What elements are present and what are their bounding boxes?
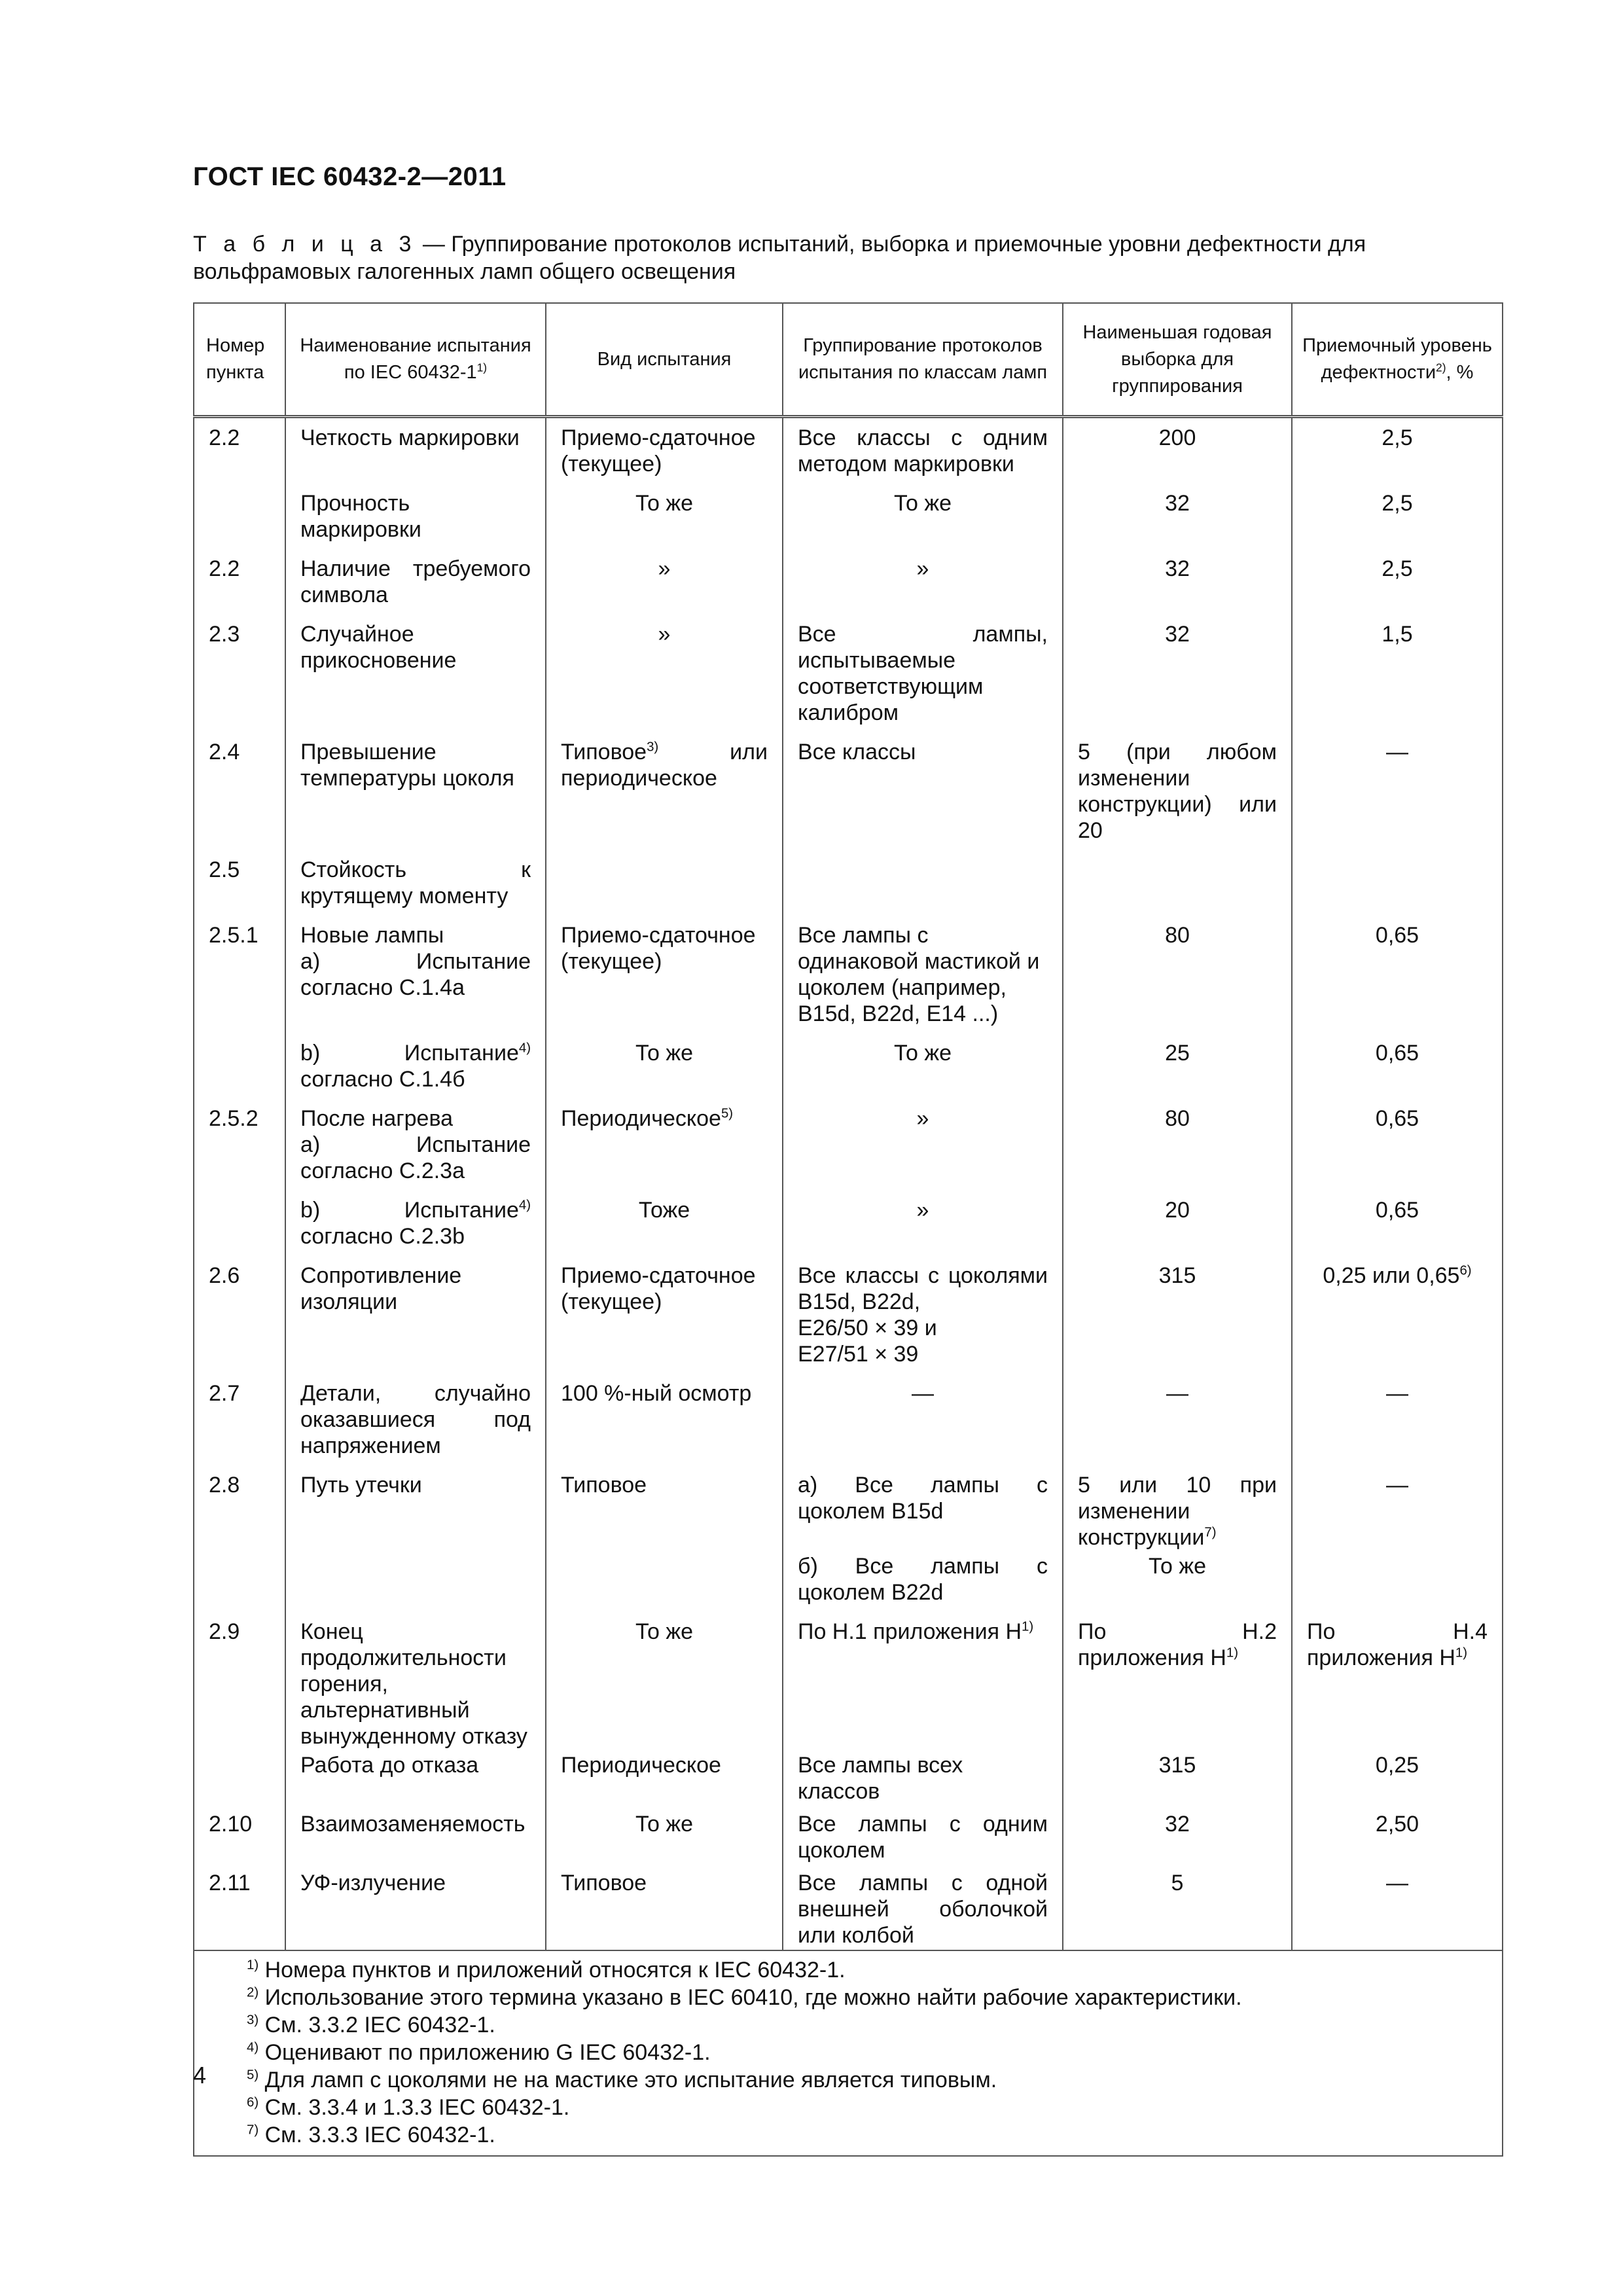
- cell-grouping: Все лампы с одной внешней оболочкой или колбой: [783, 1870, 1063, 1950]
- table-row: [194, 1380, 1503, 1472]
- cell-test-name: После нагрева a) Испытание согласно С.2.3а: [285, 1105, 546, 1197]
- cell-number: 2.8: [194, 1472, 285, 1553]
- cell-grouping: Все лампы с одинаковой мастикой и цоколем (например, B15d, B22d, E14 ...): [783, 922, 1063, 1040]
- table-row: [194, 1619, 1503, 1752]
- cell-grouping: Все лампы с одним цоколем: [783, 1811, 1063, 1870]
- cell-level: 2,5: [1292, 417, 1503, 491]
- cell-number: 2.11: [194, 1870, 285, 1950]
- cell-number: 2.4: [194, 739, 285, 857]
- cell-test-type: То же: [546, 490, 783, 556]
- cell-sample: 80: [1063, 922, 1292, 1040]
- test-grouping-table: [193, 302, 1503, 2157]
- cell-grouping: Все классы с одним методом маркировки: [783, 417, 1063, 491]
- cell-level: —: [1292, 1472, 1503, 1553]
- table-caption-text: — Группирование протоколов испытаний, выборка и приемочные уровни дефектности для вольфрамовых галогенных ламп общего освещения: [193, 232, 1366, 284]
- cell-test-name: Стойкость к крутящему моменту: [285, 857, 546, 922]
- cell-level: 1,5: [1292, 621, 1503, 739]
- cell-number: 2.2: [194, 556, 285, 621]
- cell-level: 2,50: [1292, 1811, 1503, 1870]
- footnotes-row: [194, 1950, 1503, 2156]
- table-row: [194, 1811, 1503, 1870]
- cell-number: 2.6: [194, 1263, 285, 1380]
- cell-test-type: [546, 1553, 783, 1619]
- table-row: [194, 1752, 1503, 1811]
- cell-grouping: [783, 857, 1063, 922]
- cell-test-name: Путь утечки: [285, 1472, 546, 1553]
- cell-level: [1292, 857, 1503, 922]
- cell-grouping: б) Все лампы с цоколем B22d: [783, 1553, 1063, 1619]
- cell-grouping: —: [783, 1380, 1063, 1472]
- cell-test-name: b) Испытание$^{4)}$ согласно С.2.3b: [285, 1197, 546, 1263]
- cell-sample: 5 (при любом изменении конструкции) или 20: [1063, 739, 1292, 857]
- table-caption-label: Т а б л и ц а 3: [193, 232, 417, 257]
- header-test-name: Наименование испытания по IEC 60432-1$^{1)}$: [285, 303, 546, 417]
- cell-test-type: Тоже: [546, 1197, 783, 1263]
- cell-sample: 80: [1063, 1105, 1292, 1197]
- cell-sample: То же: [1063, 1553, 1292, 1619]
- table-row: [194, 417, 1503, 491]
- header-sample: Наименьшая годовая выборка для группирования: [1063, 303, 1292, 417]
- table-row: [194, 739, 1503, 857]
- cell-level: —: [1292, 1870, 1503, 1950]
- cell-level: 0,65: [1292, 1197, 1503, 1263]
- cell-level: По H.4 приложения $H^{1)}$: [1292, 1619, 1503, 1752]
- table-caption: [193, 230, 1508, 285]
- cell-number: 2.5.1: [194, 922, 285, 1040]
- cell-test-name: Сопротивление изоляции: [285, 1263, 546, 1380]
- cell-number: [194, 1197, 285, 1263]
- cell-sample: 5 или 10 при изменении конструкции$^{7)}$: [1063, 1472, 1292, 1553]
- cell-sample: 32: [1063, 1811, 1292, 1870]
- cell-test-type: Периодическое$^{5)}$: [546, 1105, 783, 1197]
- footnote: $^{7)}$ См. 3.3.3 IEC 60432-1.: [247, 2123, 495, 2147]
- cell-level: 0,65: [1292, 922, 1503, 1040]
- cell-number: 2.9: [194, 1619, 285, 1752]
- cell-test-type: То же: [546, 1619, 783, 1752]
- cell-sample: 32: [1063, 621, 1292, 739]
- cell-grouping: По H.1 приложения $H^{1)}$: [783, 1619, 1063, 1752]
- cell-sample: —: [1063, 1380, 1292, 1472]
- cell-number: 2.2: [194, 417, 285, 491]
- header-item-number: Номер пункта: [194, 303, 285, 417]
- cell-test-type: Типовое: [546, 1472, 783, 1553]
- table-row: [194, 857, 1503, 922]
- cell-test-name: Взаимозаменяемость: [285, 1811, 546, 1870]
- cell-number: 2.5.2: [194, 1105, 285, 1197]
- cell-grouping: То же: [783, 1040, 1063, 1105]
- cell-sample: 32: [1063, 556, 1292, 621]
- table-row: [194, 1870, 1503, 1950]
- footnote: $^{4)}$ Оценивают по приложению G IEC 60432-1.: [247, 2040, 711, 2065]
- cell-grouping: »: [783, 1197, 1063, 1263]
- header-test-type: Вид испытания: [546, 303, 783, 417]
- cell-number: [194, 1752, 285, 1811]
- cell-test-name: b) Испытание$^{4)}$ согласно С.1.4б: [285, 1040, 546, 1105]
- cell-sample: 20: [1063, 1197, 1292, 1263]
- cell-grouping: »: [783, 1105, 1063, 1197]
- cell-test-type: То же: [546, 1040, 783, 1105]
- footnote: $^{3)}$ См. 3.3.2 IEC 60432-1.: [247, 2013, 495, 2037]
- table-row: [194, 556, 1503, 621]
- cell-level: 0,65: [1292, 1105, 1503, 1197]
- cell-grouping: »: [783, 556, 1063, 621]
- cell-level: 0,25 или 0,65$^{6)}$: [1292, 1263, 1503, 1380]
- footnote: $^{1)}$ Номера пунктов и приложений относятся к IEC 60432-1.: [247, 1958, 846, 1982]
- cell-test-type: »: [546, 621, 783, 739]
- table-row: [194, 1263, 1503, 1380]
- cell-test-name: УФ-излучение: [285, 1870, 546, 1950]
- standard-title: ГОСТ IEC 60432-2—2011: [193, 162, 507, 191]
- cell-test-name: Четкость маркировки: [285, 417, 546, 491]
- cell-test-name: Случайное прикосновение: [285, 621, 546, 739]
- cell-number: [194, 1040, 285, 1105]
- cell-test-name: Новые лампы a) Испытание согласно С.1.4а: [285, 922, 546, 1040]
- cell-level: [1292, 1553, 1503, 1619]
- cell-grouping: То же: [783, 490, 1063, 556]
- cell-grouping: Все лампы, испытываемые соответствующим калибром: [783, 621, 1063, 739]
- cell-test-type: То же: [546, 1811, 783, 1870]
- cell-grouping: а) Все лампы с цоколем B15d: [783, 1472, 1063, 1553]
- cell-test-type: »: [546, 556, 783, 621]
- cell-test-name: Прочность маркировки: [285, 490, 546, 556]
- footnotes: [194, 1950, 1503, 2156]
- cell-number: [194, 490, 285, 556]
- page-number: 4: [193, 2062, 207, 2089]
- footnote: $^{2)}$ Использование этого термина указано в IEC 60410, где можно найти рабочие характеристики.: [247, 1985, 1242, 2010]
- cell-grouping: Все классы: [783, 739, 1063, 857]
- cell-sample: [1063, 857, 1292, 922]
- cell-test-name: Наличие требуемого символа: [285, 556, 546, 621]
- table-row: [194, 1553, 1503, 1619]
- cell-test-type: 100 %-ный осмотр: [546, 1380, 783, 1472]
- cell-test-name: Превышение температуры цоколя: [285, 739, 546, 857]
- cell-number: 2.5: [194, 857, 285, 922]
- cell-sample: 200: [1063, 417, 1292, 491]
- cell-level: —: [1292, 1380, 1503, 1472]
- table-row: [194, 1105, 1503, 1197]
- cell-test-type: Типовое$^{3)}$ или периодическое: [546, 739, 783, 857]
- cell-sample: 315: [1063, 1263, 1292, 1380]
- cell-level: 2,5: [1292, 556, 1503, 621]
- cell-test-name: Конец продолжительности горения, альтернативный вынужденному отказу: [285, 1619, 546, 1752]
- cell-grouping: Все классы с цоколями B15d, B22d, E26/50 × 39 и E27/51 × 39: [783, 1263, 1063, 1380]
- cell-number: 2.10: [194, 1811, 285, 1870]
- cell-test-type: Приемо-сдаточное (текущее): [546, 922, 783, 1040]
- cell-grouping: Все лампы всех классов: [783, 1752, 1063, 1811]
- cell-sample: 5: [1063, 1870, 1292, 1950]
- cell-number: 2.3: [194, 621, 285, 739]
- cell-level: 0,65: [1292, 1040, 1503, 1105]
- cell-test-type: Приемо-сдаточное (текущее): [546, 1263, 783, 1380]
- table-row: [194, 1197, 1503, 1263]
- cell-level: 2,5: [1292, 490, 1503, 556]
- table-row: [194, 1040, 1503, 1105]
- table-row: [194, 621, 1503, 739]
- cell-test-name: [285, 1553, 546, 1619]
- footnote: $^{6)}$ См. 3.3.4 и 1.3.3 IEC 60432-1.: [247, 2095, 570, 2120]
- cell-sample: По H.2 приложения $H^{1)}$: [1063, 1619, 1292, 1752]
- cell-level: —: [1292, 739, 1503, 857]
- cell-level: 0,25: [1292, 1752, 1503, 1811]
- table-row: [194, 1472, 1503, 1553]
- cell-sample: 25: [1063, 1040, 1292, 1105]
- header-grouping: Группирование протоколов испытания по классам ламп: [783, 303, 1063, 417]
- cell-test-type: Приемо-сдаточное (текущее): [546, 417, 783, 491]
- cell-test-type: Периодическое: [546, 1752, 783, 1811]
- cell-number: [194, 1553, 285, 1619]
- cell-test-name: Детали, случайно оказавшиеся под напряжением: [285, 1380, 546, 1472]
- header-acceptance-level: Приемочный уровень дефектности$^{2)}$, %: [1292, 303, 1503, 417]
- table-row: [194, 490, 1503, 556]
- cell-number: 2.7: [194, 1380, 285, 1472]
- table-row: [194, 922, 1503, 1040]
- footnote: $^{5)}$ Для ламп с цоколями не на мастике это испытание является типовым.: [247, 2068, 997, 2092]
- cell-sample: 315: [1063, 1752, 1292, 1811]
- cell-test-type: Типовое: [546, 1870, 783, 1950]
- cell-sample: 32: [1063, 490, 1292, 556]
- cell-test-name: Работа до отказа: [285, 1752, 546, 1811]
- cell-test-type: [546, 857, 783, 922]
- table-header-row: [194, 303, 1503, 417]
